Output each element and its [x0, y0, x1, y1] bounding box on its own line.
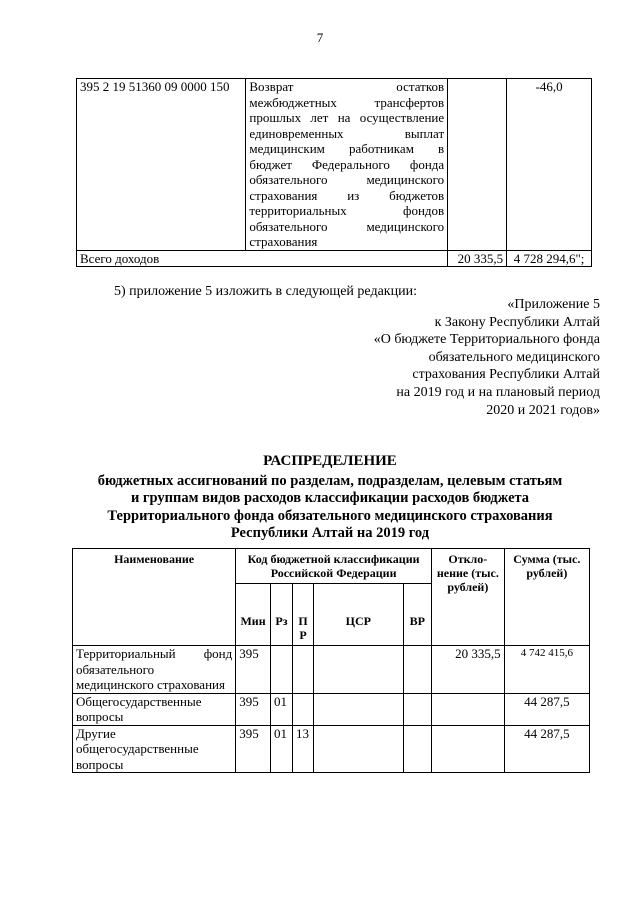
header-row [73, 549, 590, 584]
total-row [77, 250, 592, 267]
name-line: Возврат остатков [249, 79, 445, 94]
header-rz: Рз [270, 584, 292, 646]
title-line: и группам видов расходов классификации расходов бюджета [130, 490, 530, 506]
row-name: Территориальный фонд обязательного медицинского страхования [73, 646, 236, 694]
table-row [73, 725, 590, 773]
row-deviation: 20 335,5 [432, 646, 505, 694]
row-csr [314, 646, 404, 694]
table-row [77, 79, 592, 251]
appendix-line: к Закону Республики Алтай [434, 314, 600, 330]
name-line: территориальных фондов [249, 203, 445, 218]
name-line: страхования [249, 234, 318, 249]
deviation-cell [448, 79, 507, 251]
revenue-name-cell [246, 79, 448, 251]
appendix-line: обязательного медицинского [428, 349, 600, 365]
row-pr [293, 693, 314, 725]
title-line: Республики Алтай на 2019 год [230, 525, 430, 541]
title-line: Территориального фонда обязательного медицинского страхования [107, 507, 553, 524]
row-sum: 44 287,5 [504, 725, 589, 773]
row-csr [314, 725, 404, 773]
name-line: межбюджетных трансфертов [249, 94, 445, 110]
table-row [73, 693, 590, 725]
name-line: медицинским работникам в [249, 141, 445, 156]
row-deviation [432, 725, 505, 773]
budget-code-cell: 395 2 19 51360 09 0000 150 [77, 79, 246, 251]
row-name: Общегосударственные вопросы [73, 693, 236, 725]
total-sum: 4 728 294,6"; [507, 250, 592, 267]
header-csr: ЦСР [314, 584, 404, 646]
header-deviation: Откло-нение (тыс. рублей) [432, 549, 505, 646]
name-line: обязательного медицинского [249, 218, 445, 234]
total-label: Всего доходов [77, 250, 448, 267]
name-line: единовременных выплат [249, 125, 445, 141]
sum-cell: -46,0 [507, 79, 592, 251]
row-rz: 01 [270, 725, 292, 773]
row-deviation [432, 693, 505, 725]
name-line: обязательного медицинского [249, 172, 445, 187]
row-vr [403, 725, 431, 773]
row-pr: 13 [293, 725, 314, 773]
name-line: бюджет Федерального фонда [249, 156, 445, 172]
appendix-line: 2020 и 2021 годов» [486, 402, 600, 418]
row-min: 395 [236, 725, 271, 773]
revenue-table [76, 78, 592, 267]
header-name: Наименование [73, 549, 236, 646]
appendix-line: страхования Республики Алтай [412, 367, 600, 383]
header-min: Мин [236, 584, 271, 646]
total-deviation: 20 335,5 [448, 250, 507, 267]
row-csr [314, 693, 404, 725]
appendix-line: «Приложение 5 [507, 297, 600, 312]
amendment-paragraph: 5) приложение 5 изложить в следующей редакции: [114, 284, 417, 299]
appendix-reference [374, 296, 600, 419]
row-vr [403, 646, 431, 694]
row-rz [270, 646, 292, 694]
row-sum: 44 287,5 [504, 693, 589, 725]
name-line: прошлых лет на осуществление [249, 110, 445, 125]
document-title [60, 453, 600, 543]
table-row [73, 646, 590, 694]
header-code: Код бюджетной классификации Российской Федерации [236, 549, 432, 584]
row-vr [403, 693, 431, 725]
expenditure-table [72, 548, 590, 773]
row-min: 395 [236, 646, 271, 694]
page-number: 7 [316, 30, 324, 45]
header-sum: Сумма (тыс. рублей) [504, 549, 589, 646]
row-sum: 4 742 415,6 [504, 646, 589, 694]
row-min: 395 [236, 693, 271, 725]
title-main: РАСПРЕДЕЛЕНИЕ [263, 453, 397, 469]
row-pr [293, 646, 314, 694]
header-pr: П Р [293, 584, 314, 646]
title-line: бюджетных ассигнований по разделам, подразделам, целевым статьям [97, 472, 563, 489]
row-name: Другие общегосударственные вопросы [73, 725, 236, 773]
appendix-line: «О бюджете Территориального фонда [373, 332, 600, 348]
appendix-line: на 2019 год и на плановый период [396, 384, 600, 400]
header-vr: ВР [403, 584, 431, 646]
row-rz: 01 [270, 693, 292, 725]
name-line: страхования из бюджетов [249, 187, 445, 203]
